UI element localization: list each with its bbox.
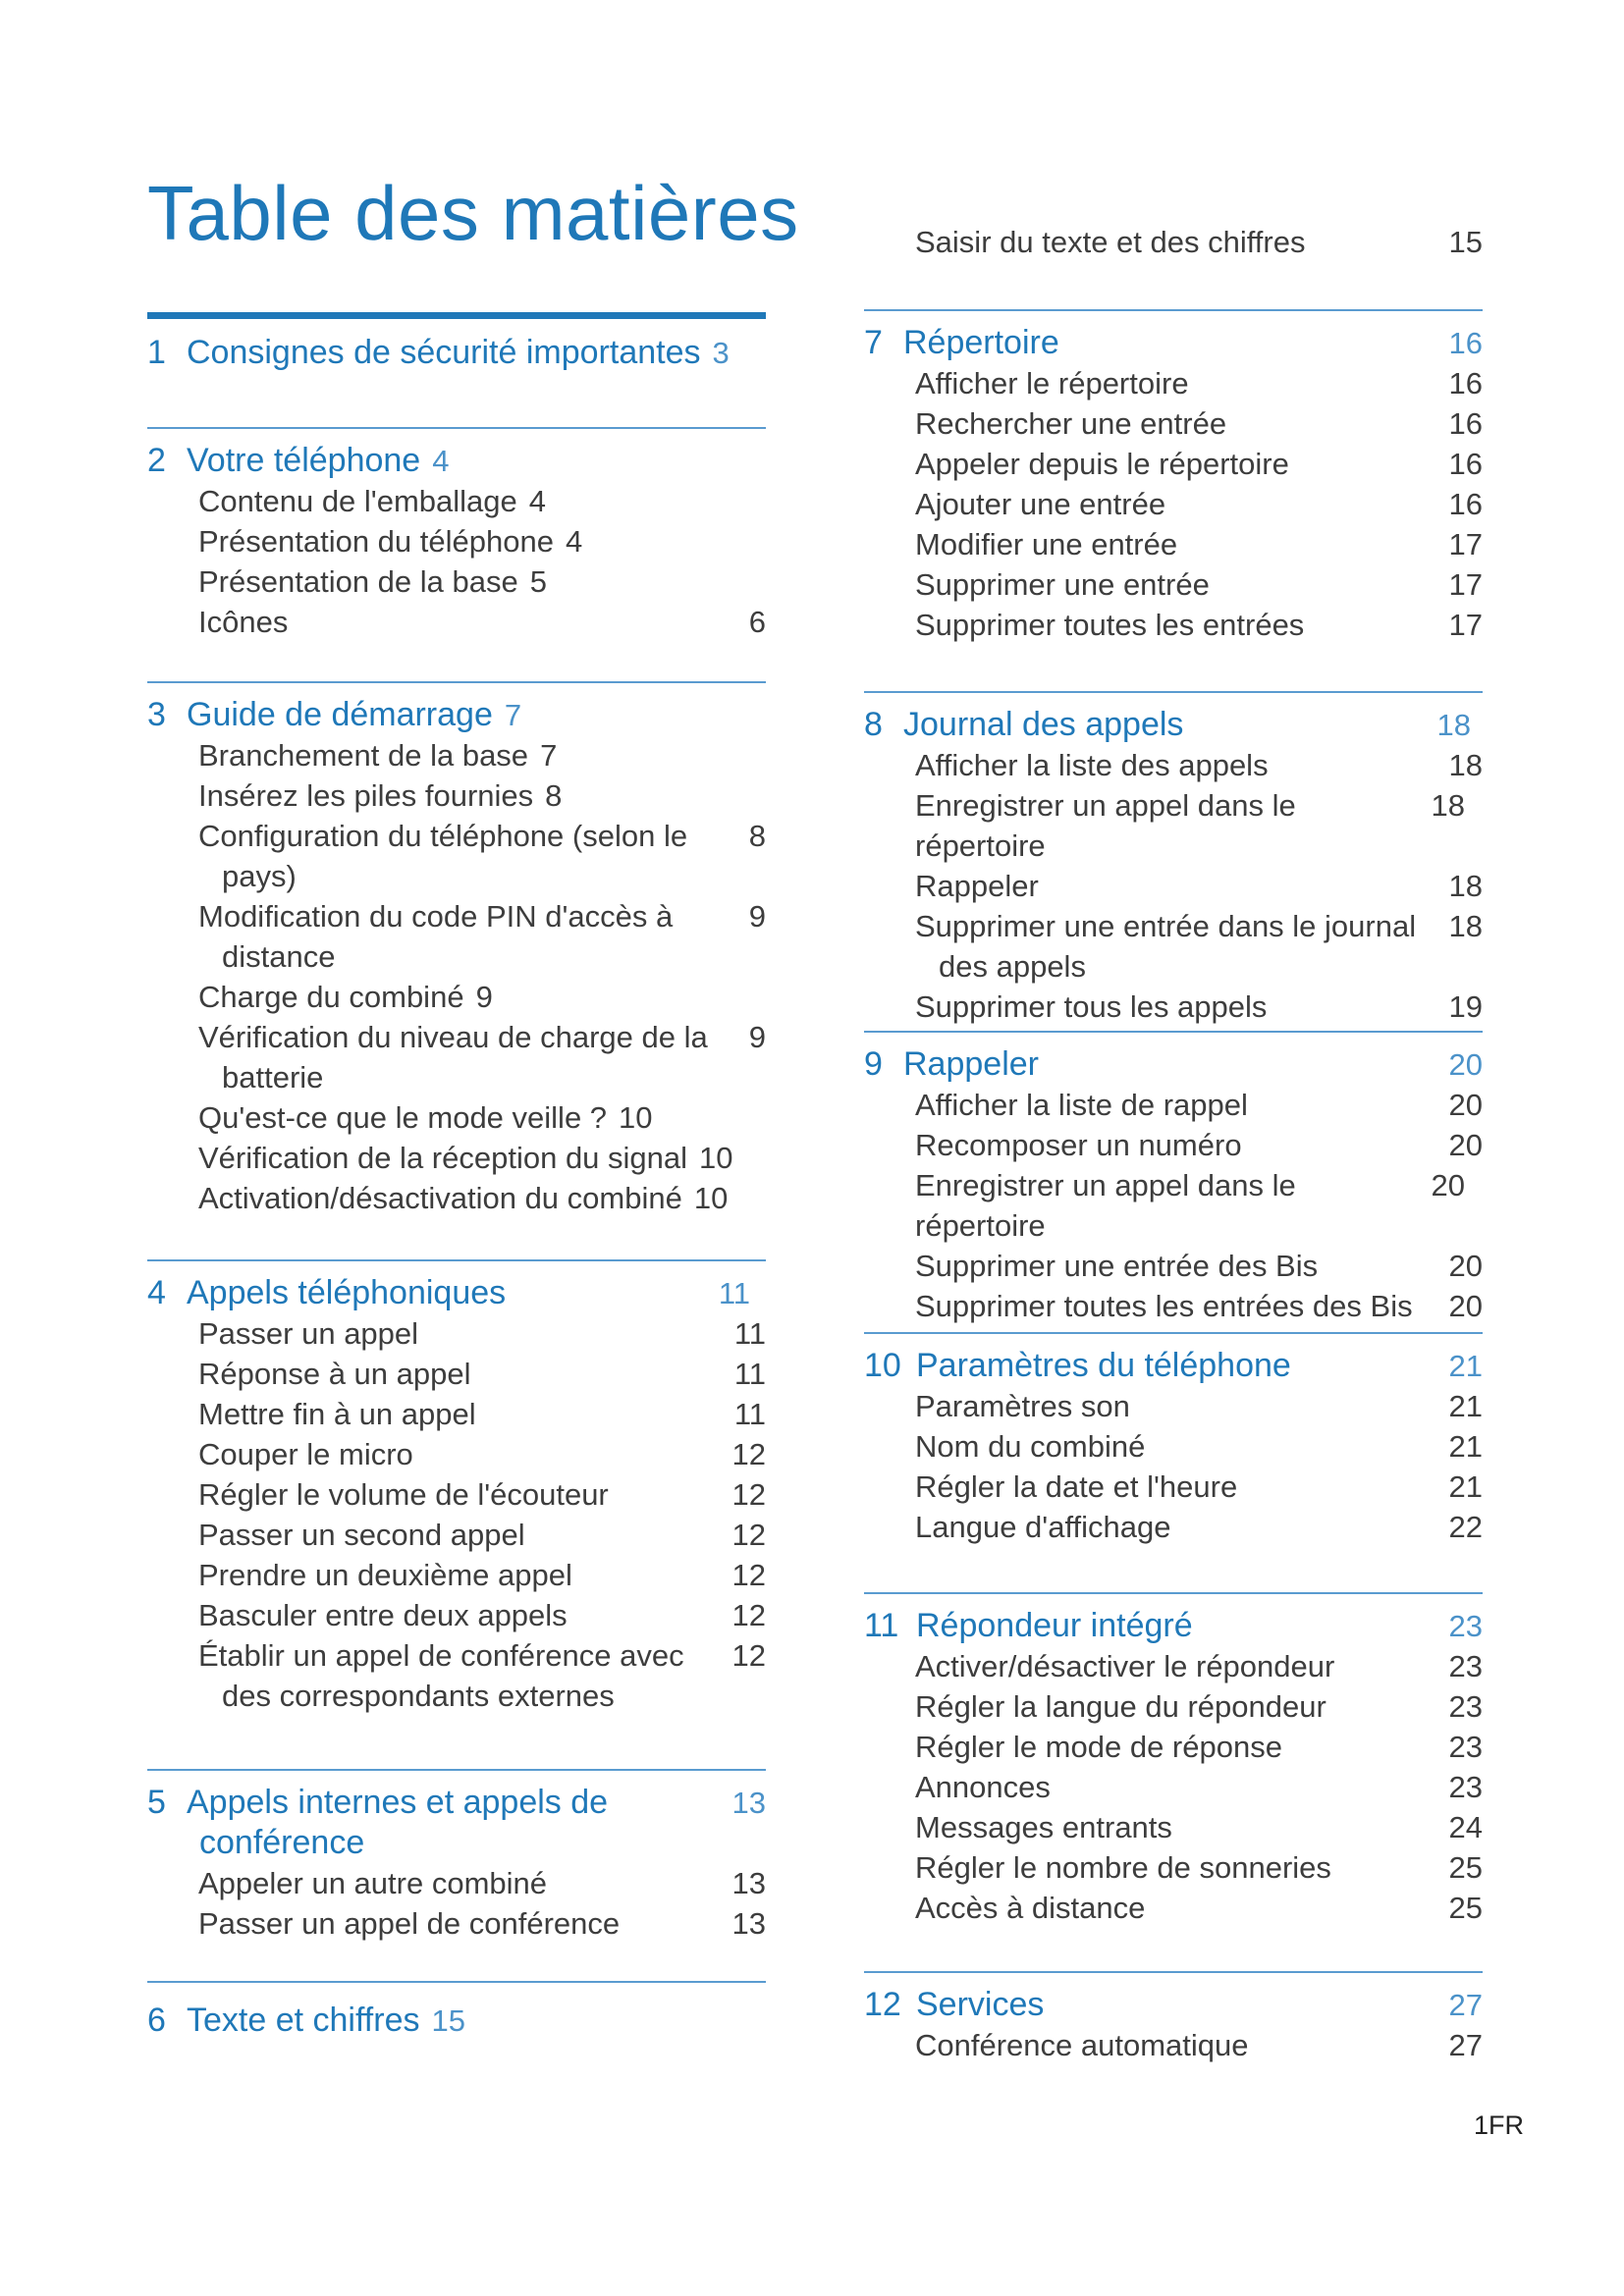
page-title: Table des matières [147, 170, 799, 256]
toc-section-heading[interactable] [147, 333, 766, 373]
toc-section-heading[interactable] [864, 1985, 1483, 2025]
section-title: Rappeler [903, 1045, 1039, 1083]
toc-entry[interactable]: Ajouter une entrée 16 [915, 487, 1483, 521]
toc-entry[interactable]: Présentation de la base 5 [198, 564, 547, 599]
section-title: Journal des appels [903, 706, 1184, 743]
toc-section-heading[interactable] [864, 323, 1483, 363]
section-number: 10 [864, 1347, 901, 1384]
section-page: 16 [1448, 326, 1483, 360]
toc-section-7 [864, 309, 1483, 645]
section-title: Appels internes et appels de conférence [187, 1784, 609, 1861]
section-rule [864, 309, 1483, 311]
toc-entry[interactable]: Afficher le répertoire 16 [915, 366, 1483, 400]
section-rule [864, 1031, 1483, 1033]
toc-entry[interactable]: Annonces 23 [915, 1770, 1483, 1804]
toc-entry[interactable]: Messages entrants 24 [915, 1810, 1483, 1844]
section-number: 5 [147, 1784, 166, 1821]
section-title: Votre téléphone 4 [187, 442, 450, 479]
toc-entry[interactable]: Qu'est-ce que le mode veille ? 10 [198, 1100, 653, 1135]
toc-section-6 [147, 1981, 766, 2041]
toc-entry[interactable]: Rechercher une entrée 16 [915, 406, 1483, 441]
section-page: 4 [432, 444, 450, 478]
toc-entry[interactable]: Supprimer toutes les entrées 17 [915, 608, 1483, 642]
toc-entry[interactable]: Mettre fin à un appel 11 [198, 1397, 766, 1431]
section-number: 2 [147, 442, 166, 479]
toc-entry[interactable]: Supprimer tous les appels 19 [915, 989, 1483, 1024]
section-rule [147, 427, 766, 429]
section-page: 23 [1448, 1609, 1483, 1643]
toc-entry[interactable]: Enregistrer un appel dans le répertoire 18 [915, 788, 1465, 863]
section-number: 1 [147, 334, 166, 371]
page-number-footer: 1FR [1473, 2110, 1524, 2140]
section-page: 18 [1436, 708, 1471, 742]
toc-section-heading[interactable] [864, 1346, 1483, 1386]
toc-section-heading[interactable] [864, 705, 1483, 745]
section-rule [864, 1592, 1483, 1594]
section-rule [864, 1332, 1483, 1334]
toc-entry[interactable]: Appeler un autre combiné 13 [198, 1866, 766, 1900]
toc-section-1 [147, 312, 766, 373]
toc-entry[interactable]: Afficher la liste des appels 18 [915, 748, 1483, 782]
toc-entry[interactable]: Supprimer une entrée 17 [915, 567, 1483, 602]
section-rule [864, 691, 1483, 693]
toc-entry[interactable]: Vérification du niveau de charge de la batterie 9 [198, 1020, 766, 1095]
toc-entry[interactable]: Saisir du texte et des chiffres 15 [915, 225, 1483, 259]
toc-section-heading[interactable] [147, 695, 766, 735]
section-number: 8 [864, 706, 883, 743]
toc-section-heading[interactable] [147, 2001, 766, 2041]
toc-section-heading[interactable] [147, 1273, 766, 1313]
toc-entry[interactable]: Branchement de la base 7 [198, 738, 558, 773]
toc-entry[interactable]: Prendre un deuxième appel 12 [198, 1558, 766, 1592]
toc-section-9 [864, 1031, 1483, 1326]
toc-entry[interactable]: Rappeler 18 [915, 869, 1483, 903]
toc-entry[interactable]: Supprimer une entrée dans le journal des appels 18 [915, 909, 1483, 984]
section-number: 3 [147, 696, 166, 733]
section-title: Paramètres du téléphone [916, 1347, 1291, 1384]
toc-entry[interactable]: Régler le nombre de sonneries 25 [915, 1850, 1483, 1885]
toc-entry[interactable]: Passer un appel de conférence 13 [198, 1906, 766, 1941]
toc-entry[interactable]: Afficher la liste de rappel 20 [915, 1088, 1483, 1122]
section-number: 9 [864, 1045, 883, 1083]
toc-entry[interactable]: Régler le mode de réponse 23 [915, 1730, 1483, 1764]
toc-entry[interactable]: Configuration du téléphone (selon le pays) 8 [198, 819, 766, 893]
toc-section-2 [147, 427, 766, 642]
toc-section-12 [864, 1971, 1483, 2065]
section-number: 11 [864, 1607, 899, 1644]
title-rule [147, 312, 766, 319]
section-page: 13 [731, 1786, 766, 1820]
toc-entry[interactable]: Icônes 6 [198, 605, 766, 639]
section-title: Consignes de sécurité importantes 3 [187, 334, 730, 371]
section-title: Services [916, 1986, 1045, 2023]
toc-section-heading[interactable] [864, 1044, 1483, 1085]
toc-entry[interactable]: Supprimer toutes les entrées des Bis 20 [915, 1289, 1483, 1323]
section-title: Guide de démarrage 7 [187, 696, 522, 733]
toc-entry[interactable]: Recomposer un numéro 20 [915, 1128, 1483, 1162]
section-number: 6 [147, 2002, 166, 2039]
section-page: 20 [1448, 1047, 1483, 1082]
toc-section-heading[interactable] [147, 1783, 766, 1863]
section-rule [147, 1769, 766, 1771]
toc-entry[interactable]: Établir un appel de conférence avec des correspondants externes 12 [198, 1638, 766, 1713]
section-rule [864, 1971, 1483, 1973]
toc-entry[interactable]: Passer un second appel 12 [198, 1518, 766, 1552]
toc-section-heading[interactable] [147, 441, 766, 481]
toc-entry[interactable]: Appeler depuis le répertoire 16 [915, 447, 1483, 481]
toc-section-4 [147, 1259, 766, 1716]
section-title: Répondeur intégré [916, 1607, 1193, 1644]
toc-entry[interactable]: Contenu de l'emballage 4 [198, 484, 547, 518]
toc-entry[interactable]: Activer/désactiver le répondeur 23 [915, 1649, 1483, 1683]
toc-section-8 [864, 691, 1483, 1027]
toc-section-heading[interactable] [864, 1606, 1483, 1646]
section-title: Appels téléphoniques [187, 1274, 507, 1311]
toc-entry[interactable]: Modifier une entrée 17 [915, 527, 1483, 561]
toc-entry[interactable]: Insérez les piles fournies 8 [198, 778, 563, 813]
section-title: Texte et chiffres 15 [187, 2002, 465, 2039]
toc-section-5 [147, 1769, 766, 1944]
toc-entry[interactable]: Supprimer une entrée des Bis 20 [915, 1249, 1483, 1283]
toc-entry[interactable]: Langue d'affichage 22 [915, 1510, 1483, 1544]
toc-entry[interactable]: Nom du combiné 21 [915, 1429, 1483, 1464]
toc-section-3 [147, 681, 766, 1218]
section-rule [147, 1259, 766, 1261]
toc-entry[interactable]: Régler la langue du répondeur 23 [915, 1689, 1483, 1724]
toc-entry[interactable]: Passer un appel 11 [198, 1316, 766, 1351]
section-page: 7 [504, 698, 522, 732]
toc-entry[interactable]: Activation/désactivation du combiné 10 [198, 1181, 729, 1215]
toc-entry[interactable]: Basculer entre deux appels 12 [198, 1598, 766, 1632]
toc-entry[interactable]: Modification du code PIN d'accès à distance 9 [198, 899, 766, 974]
toc-entry[interactable]: Réponse à un appel 11 [198, 1357, 766, 1391]
section-page: 3 [712, 336, 730, 370]
section-page: 11 [718, 1276, 750, 1310]
section-title: Répertoire [903, 324, 1059, 361]
toc-entry[interactable]: Couper le micro 12 [198, 1437, 766, 1471]
section-number: 4 [147, 1274, 166, 1311]
section-rule [147, 1981, 766, 1983]
section-page: 27 [1448, 1988, 1483, 2022]
toc-entry[interactable]: Présentation du téléphone 4 [198, 524, 583, 559]
toc-entry[interactable]: Régler le volume de l'écouteur 12 [198, 1477, 766, 1512]
section-number: 12 [864, 1986, 901, 2023]
section-page: 21 [1448, 1349, 1483, 1383]
toc-left-column [147, 312, 766, 2041]
toc-entry[interactable]: Charge du combiné 9 [198, 980, 493, 1014]
toc-entry[interactable]: Conférence automatique 27 [915, 2028, 1483, 2062]
toc-entry[interactable]: Vérification de la réception du signal 10 [198, 1141, 733, 1175]
toc-section-10 [864, 1332, 1483, 1547]
toc-entry[interactable]: Paramètres son 21 [915, 1389, 1483, 1423]
toc-entry[interactable]: Accès à distance 25 [915, 1891, 1483, 1925]
toc-section-11 [864, 1592, 1483, 1928]
toc-entry[interactable]: Enregistrer un appel dans le répertoire 20 [915, 1168, 1465, 1243]
toc-entry[interactable]: Régler la date et l'heure 21 [915, 1469, 1483, 1504]
section-number: 7 [864, 324, 883, 361]
section-rule [147, 681, 766, 683]
section-page: 15 [431, 2003, 465, 2038]
